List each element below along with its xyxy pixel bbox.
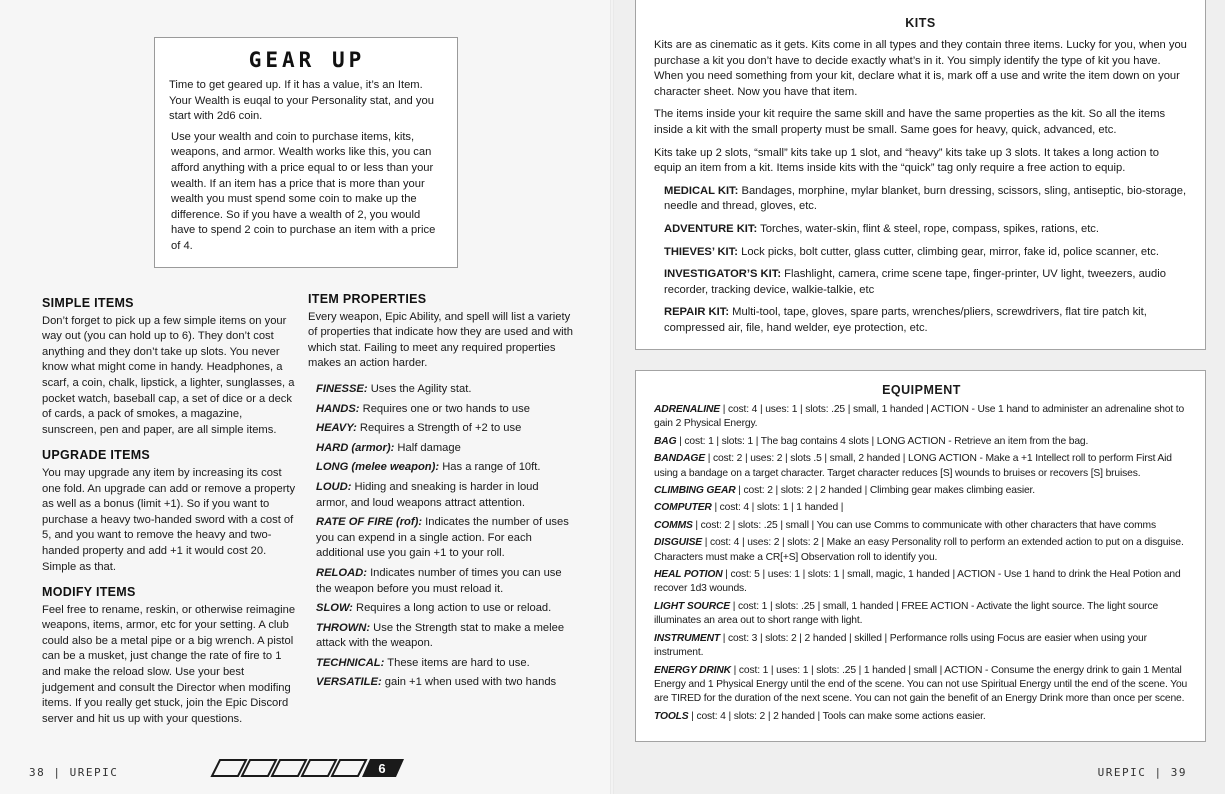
property-desc: Indicates number of times you can use the weapon before you must reload it. <box>316 566 562 595</box>
kit-item <box>654 184 1187 215</box>
simple-items-heading: SIMPLE ITEMS <box>42 296 134 310</box>
property-name: VERSATILE: <box>316 676 382 689</box>
equipment-name: HEAL POTION <box>654 569 723 581</box>
equipment-item <box>654 632 1189 661</box>
property-item <box>316 421 573 437</box>
property-desc: These items are hard to use. <box>384 656 530 669</box>
kit-name: THIEVES’ KIT: <box>664 245 738 258</box>
property-item <box>316 460 573 476</box>
equipment-desc: | cost: 4 | uses: 2 | slots: 2 | Make an easy Personality roll to perform an extended action to put on a disguise. Characters must make a CR[+S] Observation roll to identify you. <box>654 537 1184 563</box>
kit-name: ADVENTURE KIT: <box>664 222 758 235</box>
kit-name: INVESTIGATOR’S KIT: <box>664 268 782 281</box>
property-item <box>316 480 573 511</box>
property-item <box>316 656 573 672</box>
upgrade-items-heading: UPGRADE ITEMS <box>42 448 151 463</box>
chapter-slot-4 <box>302 760 336 776</box>
equipment-name: TOOLS <box>654 710 689 722</box>
property-desc: Requires a Strength of +2 to use <box>356 422 522 435</box>
equipment-item <box>654 435 1189 449</box>
property-name: FINESSE: <box>316 382 368 395</box>
book-spine <box>610 0 614 794</box>
equipment-item <box>654 403 1189 432</box>
property-list <box>308 382 573 691</box>
equipment-name: COMMS <box>654 519 693 531</box>
property-name: HARD (armor): <box>316 441 395 454</box>
equipment-name: LIGHT SOURCE <box>654 600 730 612</box>
equipment-name: BAG <box>654 435 677 447</box>
property-desc: Use the Strength stat to make a melee attack with the weapon. <box>316 621 565 650</box>
property-desc: Uses the Agility stat. <box>367 382 472 395</box>
chapter-number: 6 <box>378 761 386 776</box>
property-name: RATE OF FIRE (rof): <box>316 516 423 529</box>
property-name: HEAVY: <box>316 422 357 435</box>
property-name: THROWN: <box>316 621 371 634</box>
kits-slots: Kits take up 2 slots, “small” kits take up 1 slot, and “heavy” kits take up 3 slots. It takes a long action to equip an item from a kit. Items inside kits with the “quick” tag only require a free action to equip. <box>654 146 1159 175</box>
equipment-item <box>654 600 1189 629</box>
property-desc: Has a range of 10ft. <box>439 461 541 474</box>
kit-name: MEDICAL KIT: <box>664 184 739 197</box>
property-name: TECHNICAL: <box>316 656 385 669</box>
kits-title: KITS <box>905 16 936 30</box>
equipment-item <box>654 664 1189 707</box>
property-name: LONG (melee weapon): <box>316 461 440 474</box>
item-properties-heading: ITEM PROPERTIES <box>308 292 427 306</box>
gear-up-wealth-rules: Use your wealth and coin to purchase items, kits, weapons, and armor. Wealth works like this, you can afford anything with a price equal to or less than your wealth. If an item has a price that is more than your wealth you must spend some coin to make up the difference. So if you have a wealth of 2, you would have to spend 2 coin to purchase an item with a price of 4. <box>171 130 436 252</box>
equipment-name: COMPUTER <box>654 502 712 514</box>
equipment-item <box>654 452 1189 481</box>
item-properties-intro: Every weapon, Epic Ability, and spell will list a variety of properties that indicate how they are used and with which stat. Failing to meet any required properties makes an action harder. <box>308 310 573 370</box>
footer-right: UREPIC | 39 <box>1097 766 1187 779</box>
equipment-desc: | cost: 2 | slots: .25 | small | You can use Comms to communicate with other characters that have comms <box>692 519 1156 531</box>
modify-items-heading: MODIFY ITEMS <box>42 585 136 600</box>
kits-properties: The items inside your kit require the same skill and have the same properties as the kit. So all the items inside a kit with the small property must be small. Same goes for heavy, quick, advanced, etc. <box>654 108 1166 136</box>
chapter-slot-3 <box>272 760 306 776</box>
chapter-indicator <box>210 758 406 778</box>
equipment-desc: | cost: 1 | slots: 1 | The bag contains 4 slots | LONG ACTION - Retrieve an item from the bag. <box>676 435 1089 447</box>
simple-items-text: Don’t forget to pick up a few simple items on your way out (you can hold up to 6). They don’t cost anything and they don’t take up slots. You never know what might come in handy. Headphones, a scarf, a coin, chalk, lipstick, a lighter, sunglasses, a pocket watch, baseball cap, a set of dice or a deck of cards, a pack of smokes, a magazine, sunscreen, pen and paper, are all simple items. <box>42 314 295 436</box>
property-item <box>316 515 573 562</box>
property-desc: Indicates the number of uses you can expend in a single action. For each additional use you gain +1 to your roll. <box>316 516 569 560</box>
property-item <box>316 441 573 457</box>
property-desc: Half damage <box>394 441 461 454</box>
equipment-name: BANDAGE <box>654 453 706 465</box>
equipment-name: ENERGY DRINK <box>654 664 731 676</box>
equipment-item <box>654 501 1189 515</box>
equipment-desc: | cost: 4 | slots: 1 | 1 handed | <box>711 502 844 514</box>
chapter-slot-2 <box>242 760 276 776</box>
kit-item <box>654 267 1187 298</box>
equipment-item <box>654 568 1189 597</box>
property-desc: Requires one or two hands to use <box>359 402 530 415</box>
equipment-desc: | cost: 2 | slots: 2 | 2 handed | Climbing gear makes climbing easier. <box>735 485 1035 497</box>
property-item <box>316 675 573 691</box>
left-column <box>42 294 299 737</box>
equipment-desc: | cost: 4 | slots: 2 | 2 handed | Tools can make some actions easier. <box>688 710 986 722</box>
gear-up-intro: Time to get geared up. If it has a value, it’s an Item. Your Wealth is euqal to your Personality stat, and you start with 2d6 coin. <box>169 79 434 123</box>
kit-item <box>654 222 1187 238</box>
footer-left: 38 | UREPIC <box>29 766 119 779</box>
chapter-slot-5 <box>332 760 366 776</box>
equipment-title: EQUIPMENT <box>882 383 961 397</box>
equipment-name: DISGUISE <box>654 537 703 549</box>
kit-contents: Lock picks, bolt cutter, glass cutter, climbing gear, mirror, fake id, police scanner, etc. <box>737 245 1159 258</box>
property-item <box>316 621 573 652</box>
equipment-name: ADRENALINE <box>654 404 721 415</box>
equipment-desc: | cost: 1 | slots: .25 | small, 1 handed | FREE ACTION - Activate the light source. The light source illuminates an area out to short range with light. <box>654 600 1159 627</box>
property-desc: gain +1 when used with two hands <box>381 676 557 689</box>
equipment-desc: | cost: 2 | uses: 2 | slots .5 | small, 2 handed | LONG ACTION - Make a +1 Intellect roll to perform First Aid using a bandage on a target character. Target character reduces [S] wounds to bruises or recovers [S] bruises. <box>654 453 1172 479</box>
kit-name: REPAIR KIT: <box>664 306 730 319</box>
gear-up-box <box>154 37 458 268</box>
kit-contents: Multi-tool, tape, gloves, spare parts, wrenches/pliers, screwdrivers, flat tire patch kit, compressed air, file, hand welder, eye protection, etc. <box>664 306 1147 334</box>
property-item <box>316 402 573 418</box>
equipment-item <box>654 710 1189 724</box>
equipment-name: CLIMBING GEAR <box>654 485 736 497</box>
property-item <box>316 566 573 597</box>
property-item <box>316 601 573 617</box>
chapter-slot-1 <box>212 760 246 776</box>
kit-contents: Torches, water-skin, flint & steel, rope, compass, spikes, rations, etc. <box>757 222 1100 235</box>
equipment-desc: | cost: 4 | uses: 1 | slots: .25 | small, 1 handed | ACTION - Use 1 hand to administer an adrenaline shot to gain 2 Physical Energy. <box>654 404 1185 430</box>
equipment-desc: | cost: 5 | uses: 1 | slots: 1 | small, magic, 1 handed | ACTION - Use 1 hand to drink the Heal Potion and recover 1d3 wounds. <box>654 569 1181 595</box>
equipment-item <box>654 484 1189 498</box>
upgrade-items-text: You may upgrade any item by increasing its cost one fold. An upgrade can add or remove a property as well as a bonus (limit +1). So if you want to purchase a heavy two-handed sword with a cost of 5, and you want to remove the heavy and two-handed property and add +1 it would cost 20. Simple as that. <box>42 466 296 573</box>
equipment-desc: | cost: 3 | slots: 2 | 2 handed | skilled | Performance rolls using Focus are easier when using your instrument. <box>654 632 1147 659</box>
equipment-item <box>654 519 1189 533</box>
property-name: SLOW: <box>316 602 353 615</box>
kit-item <box>654 245 1187 261</box>
equipment-box <box>635 370 1206 742</box>
property-name: LOUD: <box>316 480 352 493</box>
kits-box <box>635 0 1206 350</box>
property-name: HANDS: <box>316 402 360 415</box>
property-name: RELOAD: <box>316 566 367 579</box>
property-item <box>316 382 573 398</box>
middle-column <box>308 292 573 695</box>
property-desc: Hiding and sneaking is harder in loud armor, and loud weapons attract attention. <box>316 480 539 509</box>
kit-contents: Flashlight, camera, crime scene tape, finger-printer, UV light, tweezers, audio recorder, tracking device, walkie-talkie, etc <box>664 268 1166 296</box>
equipment-item <box>654 536 1189 565</box>
property-desc: Requires a long action to use or reload. <box>352 602 552 615</box>
kit-item <box>654 305 1187 336</box>
equipment-desc: | cost: 1 | uses: 1 | slots: .25 | 1 handed | small | ACTION - Consume the energy drink to gain 1 Mental Energy and 1 Physical Energy until the end of the scene. You can not use Spiritual Energy until the end of the scene. You are TIRED for the duration of the next scene. You can not gain the benefit of an Energy Drink more than once per scene. <box>654 664 1188 705</box>
equipment-name: INSTRUMENT <box>654 632 720 644</box>
gear-up-title: GEAR UP <box>248 48 366 72</box>
kits-intro: Kits are as cinematic as it gets. Kits come in all types and they contain three items. Lucky for you, when you purchase a kit you don’t have to decide exactly what’s in it. You simply identify the type of kit you have. When you need something from your kit, declare what it is, mark off a use and write the item down on your character sheet. Now you have that item. <box>654 39 1187 98</box>
modify-items-text: Feel free to rename, reskin, or otherwise reimagine weapons, items, armor, etc for your setting. A club could also be a metal pipe or a big wrench. A pistol can be a musket, just change the rate of fire to 1 and make the reload slow. Use your best judgement and consult the Director when modifing items. If you really get stuck, join the Epic Discord server and hit us up with your questions. <box>42 603 296 725</box>
kit-contents: Bandages, morphine, mylar blanket, burn dressing, scissors, sling, antiseptic, bio-storage, needle and thread, gloves, etc. <box>664 184 1187 213</box>
